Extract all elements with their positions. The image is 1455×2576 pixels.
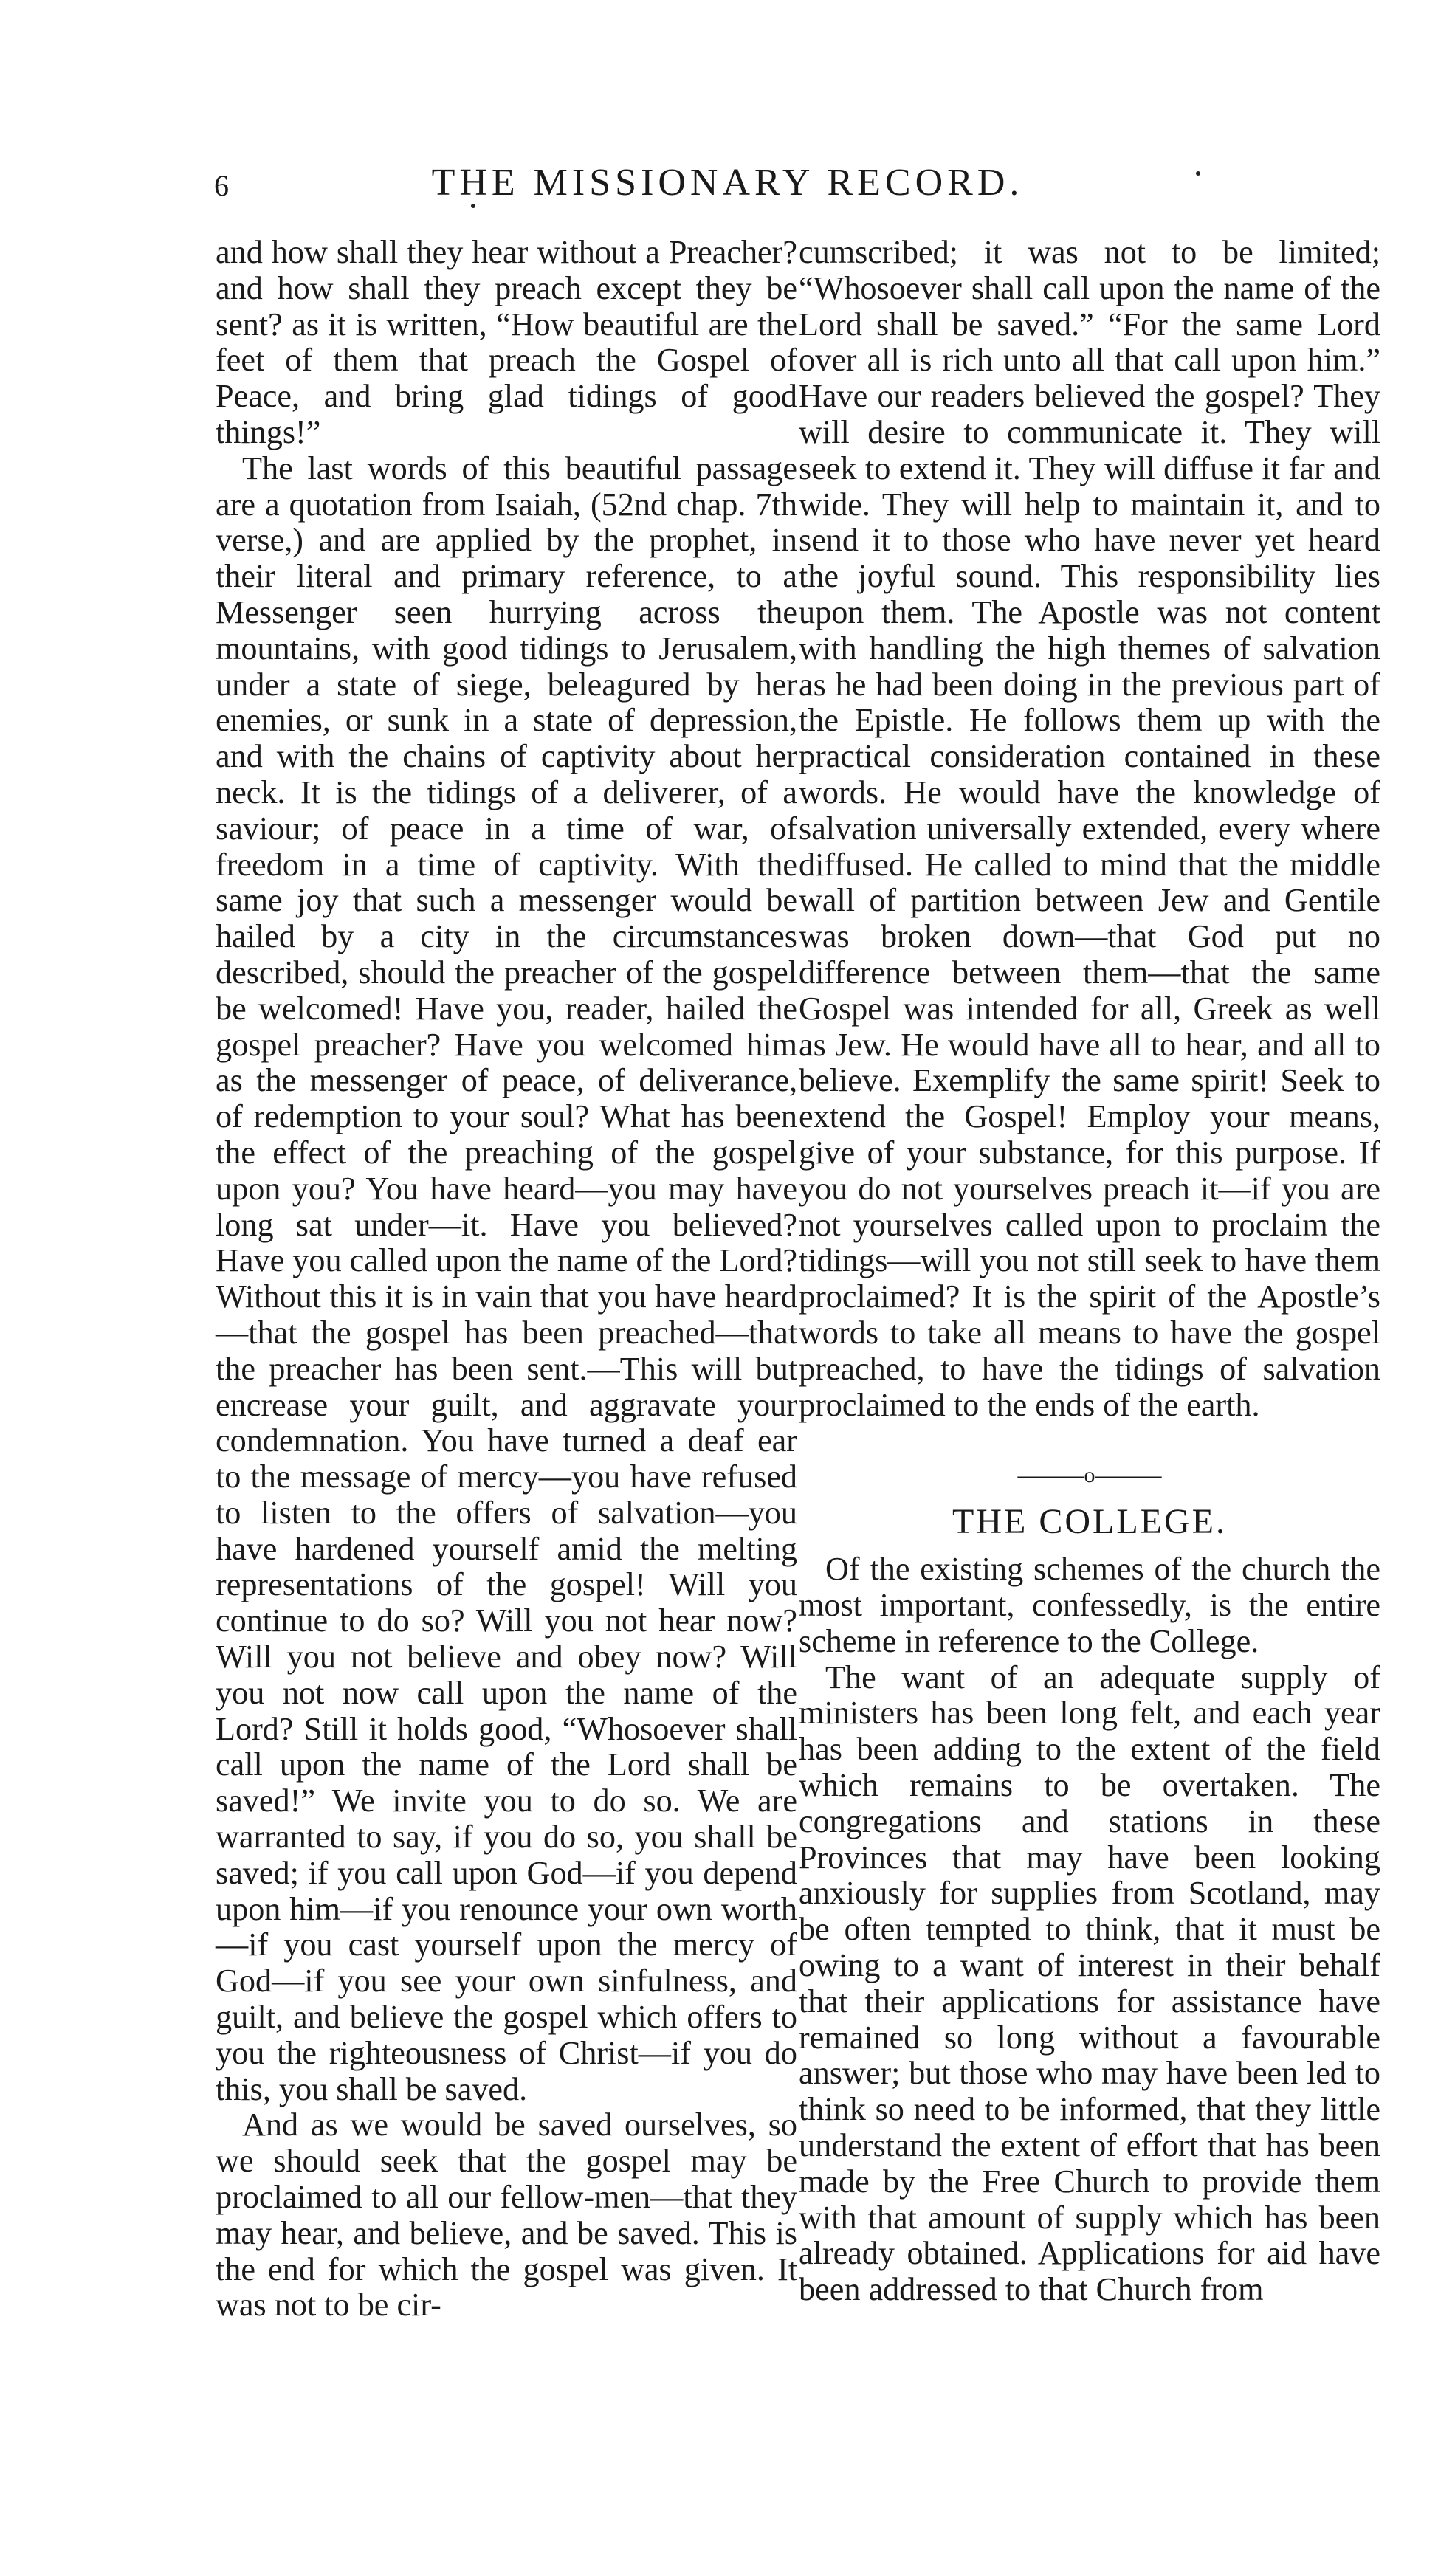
paragraph: cumscribed; it was not to be limited; “Whosoever shall call upon the name of the Lord shall be saved.” “For the same Lord over all is rich unto all that call upon him.” Have our readers believed the gospel? They will desire to communicate it. They will seek to extend it. They will diffuse it far and wide. They will help to maintain it, and to send it to those who have never yet heard the joyful sound. This responsibility lies upon them. The Apostle was not content with handling the high themes of salvation as he had been doing in the previous part of the Epistle. He follows them up with the practical consideration contained in these words. He would have the knowledge of salvation universally extended, every where diffused. He called to mind that the middle wall of partition between Jew and Gentile was broken down—that God put no difference between them—that the same Gospel was intended for all, Greek as well as Jew. He would have all to hear, and all to believe. Exemplify the same spirit! Seek to extend the Gospel! Employ your means, give of your substance, for this purpose. If you do not yourselves preach it—if you are not yourselves called upon to proclaim the tidings—will you not still seek to have them proclaimed? It is the spirit of the Apostle’s words to take all means to have the gospel preached, to have the tidings of salvation proclaimed to the ends of the earth.	[799, 234, 1380, 1423]
page-number: 6	[214, 169, 229, 202]
paragraph: The want of an adequate supply of ministers has been long felt, and each year has been adding to the extent of the field which remains to be overtaken. The congregations and stations in these Provinces that may have been looking anxiously for supplies from Scotland, may be often tempted to think, that it must be owing to a want of interest in their behalf that their applications for assistance have remained so long without a favourable answer; but those who may have been led to think so need to be informed, that they little understand the extent of effort that has been made by the Free Church to provide them with that amount of supply which has been already obtained. Applications for aid have been addressed to that Church from	[799, 1659, 1380, 2308]
paragraph: Of the existing schemes of the church the most important, confessedly, is the entire scheme in reference to the College.	[799, 1551, 1380, 1659]
right-column	[799, 235, 1380, 2308]
section-divider: ———o———	[1017, 1463, 1162, 1488]
paragraph: The last words of this beautiful passage are a quotation from Isaiah, (52nd chap. 7th verse,) and are applied by the prophet, in their literal and primary reference, to a Messenger seen hurrying across the mountains, with good tidings to Jerusalem, under a state of siege, beleagured by her enemies, or sunk in a state of depression, and with the chains of captivity about her neck. It is the tidings of a deliverer, of a saviour; of peace in a time of war, of freedom in a time of captivity. With the same joy that such a messenger would be hailed by a city in the circumstances described, should the preacher of the gospel be welcomed! Have you, reader, hailed the gospel preacher? Have you welcomed him as the messenger of peace, of deliverance, of redemption to your soul? What has been the effect of the preaching of the gospel upon you? You have heard—you may have long sat under—it. Have you believed? Have you called upon the name of the Lord? Without this it is in vain that you have heard—that the gospel has been preached—that the preacher has been sent.—This will but encrease your guilt, and aggravate your condemnation. You have turned a deaf ear to the message of mercy—you have refused to listen to the offers of salvation—you have hardened yourself amid the melting representations of the gospel! Will you continue to do so? Will you not hear now? Will you not believe and obey now? Will you not now call upon the name of the Lord? Still it holds good, “Whosoever shall call upon the name of the Lord shall be saved!” We invite you to do so. We are warranted to say, if you do so, you shall be saved; if you call upon God—if you depend upon him—if you renounce your own worth—if you cast yourself upon the mercy of God—if you see your own sinfulness, and guilt, and believe the gospel which offers to you the righteousness of Christ—if you do this, you shall be saved.	[216, 450, 797, 2107]
left-column	[216, 235, 797, 2324]
paragraph: And as we would be saved ourselves, so we should seek that the gospel may be proclaimed to all our fellow-men—that they may hear, and believe, and be saved. This is the end for which the gospel was given. It was not to be cir-	[216, 2107, 797, 2324]
paragraph: and how shall they hear without a Preacher? and how shall they preach except they be sent? as it is written, “How beautiful are the feet of them that preach the Gospel of Peace, and bring glad tidings of good things!”	[216, 234, 797, 450]
ink-speck	[1196, 171, 1200, 176]
running-title: THE MISSIONARY RECORD.	[431, 162, 1024, 204]
page-header	[0, 161, 1455, 213]
ink-speck	[471, 204, 475, 208]
section-title: THE COLLEGE.	[952, 1502, 1227, 1542]
